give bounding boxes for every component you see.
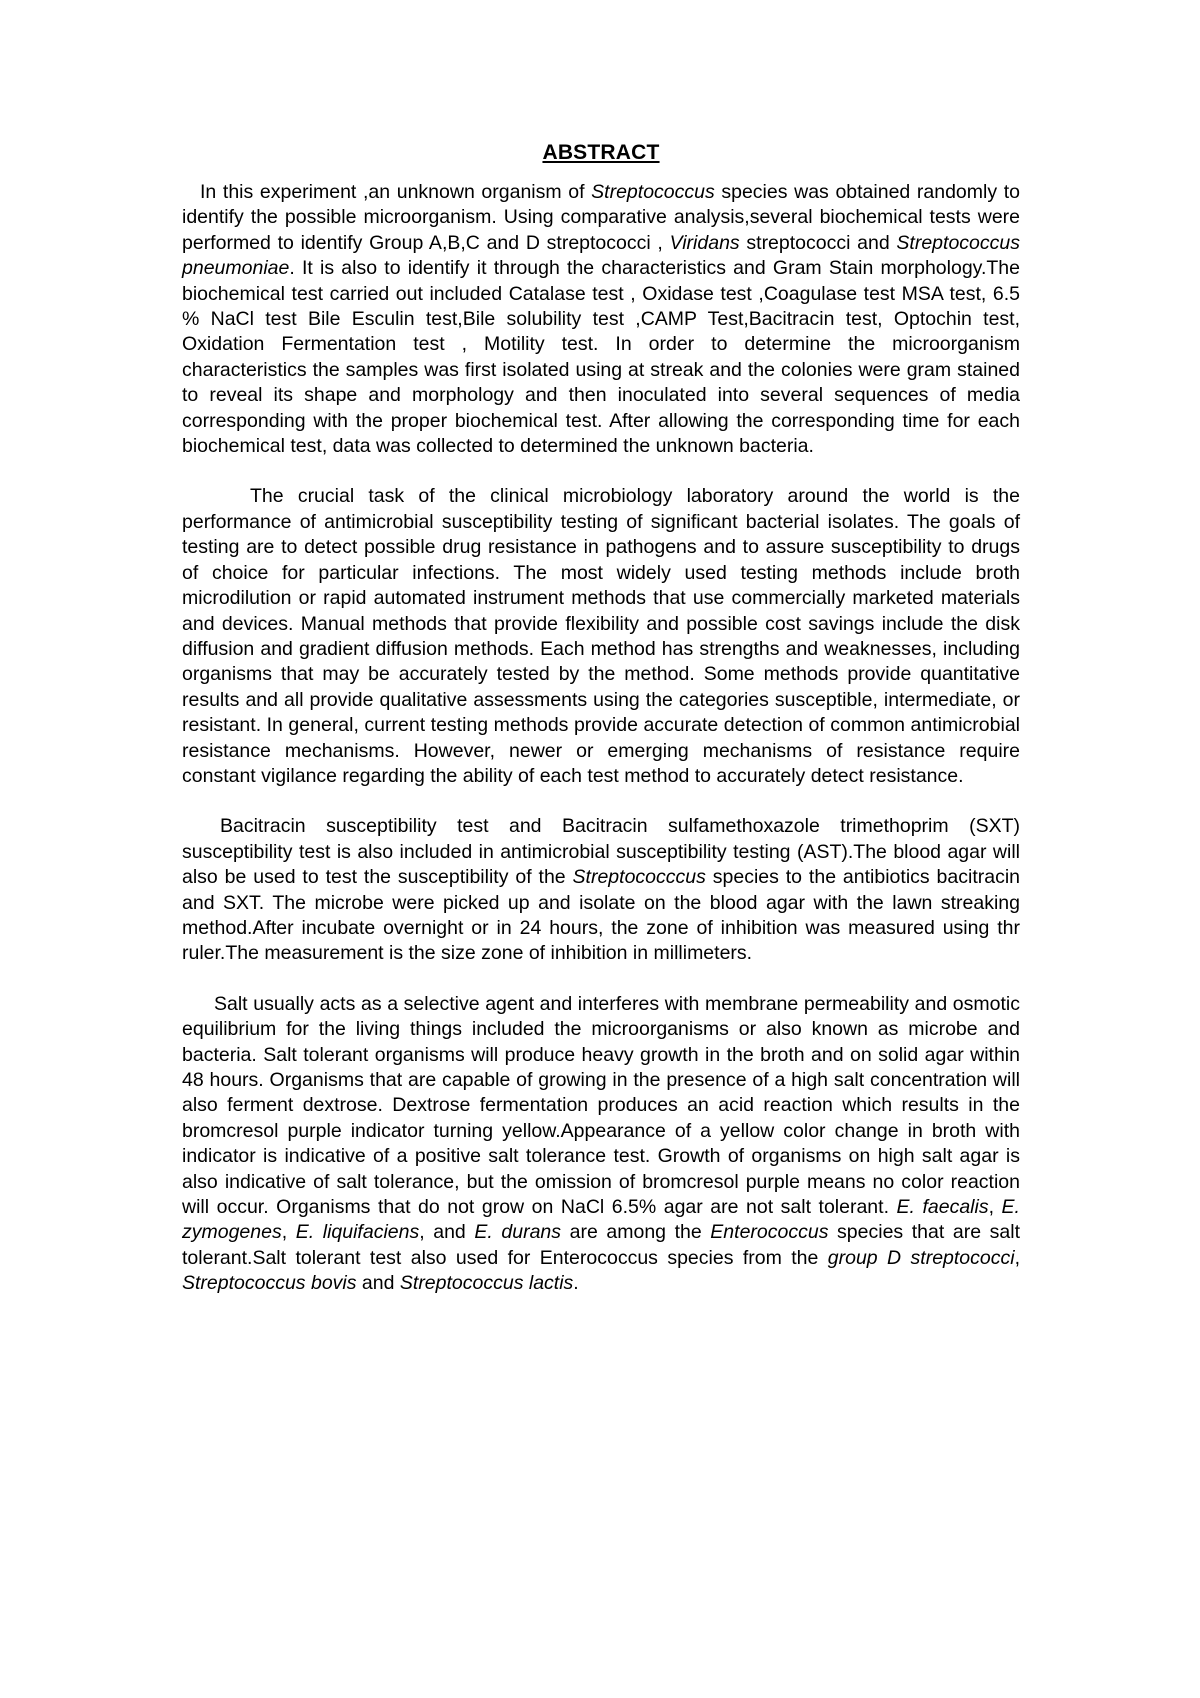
italic-term: E. faecalis bbox=[896, 1196, 989, 1219]
italic-term: Streptococcus lactis bbox=[399, 1272, 574, 1295]
text-run: Salt usually acts as a selective agent and interferes with membrane permeability and osmotic equilibrium for the living things included the microorganisms or also known as microbe and bacteria. Salt tolerant organisms will produce heavy growth in the broth and on solid agar within 48 hours. Organisms that are capable of growing in the presence of a high salt concentration will also ferment dextrose. Dextrose fermentation produces an acid reaction which results in the bromcresol purple indicator turning yellow.Appearance of a yellow color change in broth with indicator is indicative of a positive salt tolerance test. Growth of organisms on high salt agar is also indicative of salt tolerance, but the omission of bromcresol purple means no color reaction will occur. Organisms that do not grow on NaCl 6.5% agar are not salt tolerant. bbox=[182, 992, 1020, 1219]
document-page bbox=[182, 140, 1020, 1297]
text-run: , bbox=[988, 1196, 1002, 1219]
text-run: In this experiment ,an unknown organism of bbox=[200, 181, 592, 203]
paragraph-salt-tolerance bbox=[182, 992, 1020, 1297]
text-run: streptococci and bbox=[739, 231, 897, 254]
italic-term: E. liquifaciens bbox=[295, 1221, 420, 1244]
text-run: are among the bbox=[561, 1221, 711, 1244]
italic-term: Streptococcus bovis bbox=[182, 1272, 357, 1295]
italic-term: Enterococcus bbox=[710, 1221, 829, 1244]
paragraph-introduction bbox=[182, 180, 1020, 459]
text-run: The crucial task of the clinical microbiology laboratory around the world is the performance of antimicrobial susceptibility testing of significant bacterial isolates. The goals of testing are to detect possible drug resistance in pathogens and to assure susceptibility to drugs of choice for particular infections. The most widely used testing methods include broth microdilution or rapid automated instrument methods that use commercially marketed materials and devices. Manual methods that provide flexibility and possible cost savings include the disk diffusion and gradient diffusion methods. Each method has strengths and weaknesses, including organisms that may be accurately tested by the method. Some methods provide quantitative results and all provide qualitative assessments using the categories susceptible, intermediate, or resistant. In general, current testing methods provide accurate detection of common antimicrobial resistance mechanisms. However, newer or emerging mechanisms of resistance require constant vigilance regarding the ability of each test method to accurately detect resistance. bbox=[182, 485, 1020, 787]
paragraph-antimicrobial-testing bbox=[182, 484, 1020, 789]
text-run: species that are salt tolerant.Salt tolerant test also used for Enterococcus species from the bbox=[182, 1221, 1020, 1269]
italic-term: Streptococcus pneumoniae bbox=[182, 231, 1020, 280]
text-run: , bbox=[1014, 1246, 1020, 1269]
italic-term: Viridans bbox=[669, 231, 740, 254]
text-run: . It is also to identify it through the characteristics and Gram Stain morphology.The biochemical test carried out included Catalase test , Oxidase test ,Coagulase test MSA test, 6.5 % NaCl test Bile Esculin test,Bile solubility test ,CAMP Test,Bacitracin test, Optochin test, Oxidation Fermentation test , Motility test. In order to determine the microorganism characteristics the samples was first isolated using at streak and the colonies were gram stained to reveal its shape and morphology and then inoculated into several sequences of media corresponding with the proper biochemical test. After allowing the corresponding time for each biochemical test, data was collected to determined the unknown bacteria. bbox=[182, 257, 1020, 458]
paragraph-bacitracin-sxt bbox=[182, 814, 1020, 966]
text-run: and bbox=[356, 1272, 400, 1295]
text-run: species to the antibiotics bacitracin and SXT. The microbe were picked up and isolate on the blood agar with the lawn streaking method.After incubate overnight or in 24 hours, the zone of inhibition was measured using thr ruler.The measurement is the size zone of inhibition in millimeters. bbox=[182, 866, 1020, 965]
italic-term: Streptococccus bbox=[572, 866, 706, 889]
text-run: species was obtained randomly to identify the possible microorganism. Using comparative analysis,several biochemical tests were performed to identify Group A,B,C and D streptococci , bbox=[182, 181, 1020, 254]
italic-term: Streptococcus bbox=[591, 181, 715, 203]
abstract-title: ABSTRACT bbox=[542, 141, 660, 164]
text-run: . bbox=[573, 1272, 579, 1295]
italic-term: group D streptococci bbox=[827, 1246, 1015, 1269]
text-run: , and bbox=[419, 1221, 475, 1244]
text-run: Bacitracin susceptibility test and Bacitracin sulfamethoxazole trimethoprim (SXT) susceptibility test is also included in antimicrobial susceptibility testing (AST).The blood agar will also be used to test the susceptibility of the bbox=[182, 815, 1020, 889]
italic-term: E. durans bbox=[474, 1221, 562, 1244]
italic-term: E. zymogenes bbox=[182, 1196, 1020, 1244]
text-run: , bbox=[281, 1221, 296, 1244]
